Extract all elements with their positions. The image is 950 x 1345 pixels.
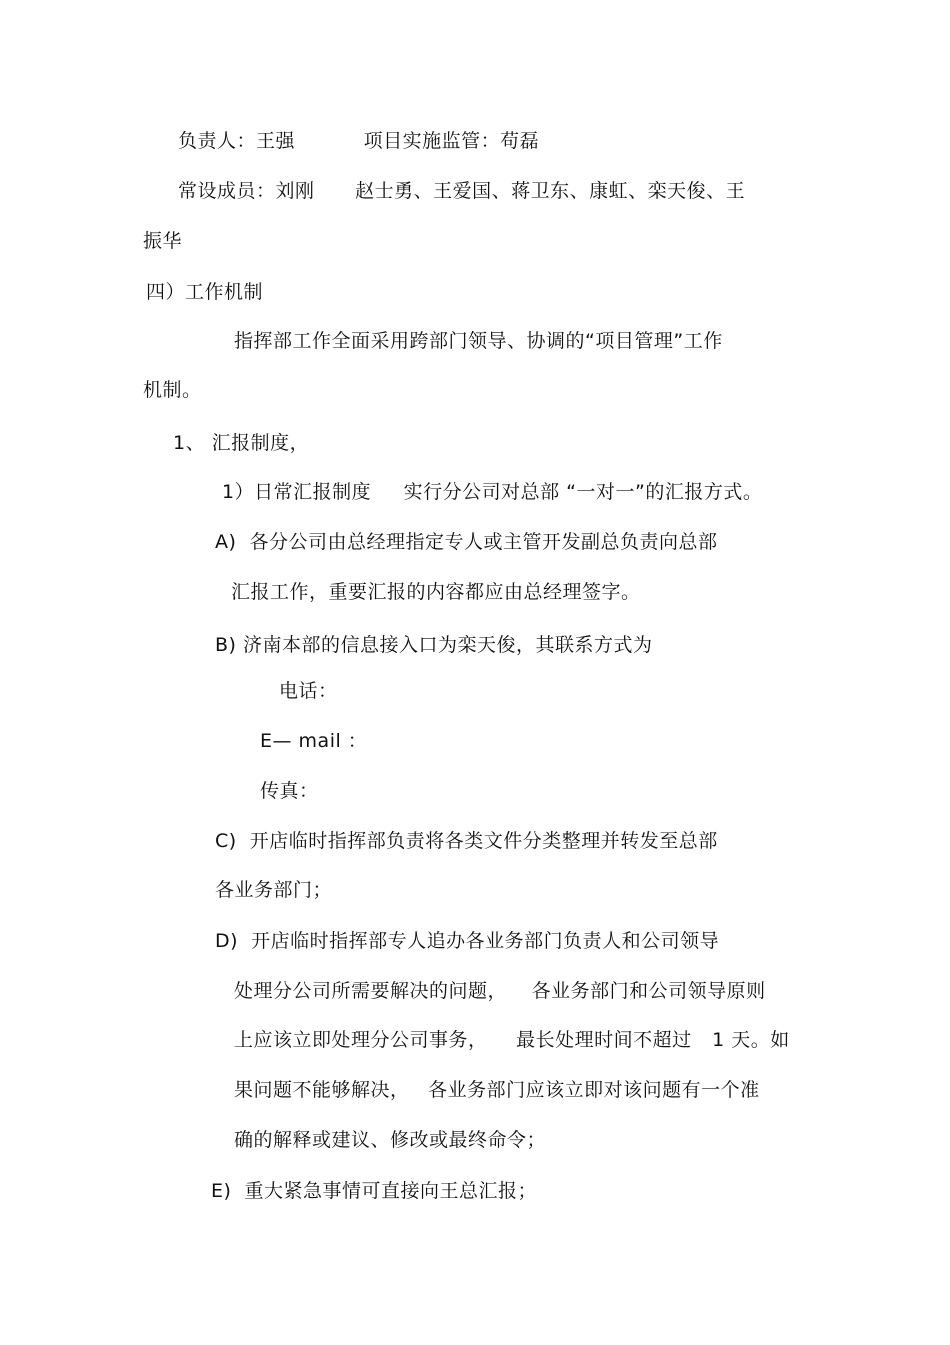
text-segment: 确的解释或建议、修改或最终命令； bbox=[234, 1129, 547, 1151]
text-segment: 各业务部门和公司领导原则 bbox=[531, 980, 766, 1002]
text-line bbox=[215, 633, 653, 657]
text-segment: 赵士勇、王爱国、蒋卫东、康虹、栾天俊、王 bbox=[355, 180, 746, 202]
text-line bbox=[143, 229, 182, 253]
text-line bbox=[143, 378, 202, 402]
text-segment: 项目实施监管：苟磊 bbox=[363, 130, 540, 152]
text-segment: A) 各分公司由总经理指定专人或主管开发副总负责向总部 bbox=[215, 531, 718, 553]
text-line bbox=[260, 729, 367, 753]
text-line bbox=[234, 1028, 790, 1052]
text-line bbox=[260, 779, 319, 803]
text-segment: 四）工作机制 bbox=[146, 281, 264, 303]
text-segment: B) 济南本部的信息接入口为栾天俊，其联系方式为 bbox=[215, 634, 653, 656]
text-segment: 各业务部门应该立即对该问题有一个准 bbox=[428, 1079, 760, 1101]
text-segment: 1、 汇报制度， bbox=[173, 432, 310, 454]
text-segment: 果问题不能够解决， bbox=[234, 1079, 410, 1101]
text-segment: 振华 bbox=[143, 230, 183, 252]
text-line bbox=[231, 580, 641, 604]
text-segment: 实行分公司对总部 “一对一”的汇报方式。 bbox=[403, 481, 763, 503]
section-heading bbox=[146, 280, 263, 304]
text-line bbox=[215, 530, 718, 554]
text-line bbox=[222, 480, 762, 504]
text-segment: E) 重大紧急事情可直接向王总汇报； bbox=[211, 1180, 537, 1202]
text-segment: D) 开店临时指挥部专人追办各业务部门负责人和公司领导 bbox=[215, 930, 720, 952]
text-line bbox=[211, 1179, 537, 1203]
text-line bbox=[178, 179, 745, 203]
text-segment: C) 开店临时指挥部负责将各类文件分类整理并转发至总部 bbox=[215, 830, 718, 852]
text-line bbox=[215, 878, 332, 902]
text-line bbox=[279, 679, 338, 703]
text-segment: 电话： bbox=[279, 680, 338, 702]
subsection-heading bbox=[173, 431, 309, 455]
text-segment: 最长处理时间不超过 bbox=[516, 1029, 692, 1051]
text-segment: 传真： bbox=[260, 780, 319, 802]
text-segment: 处理分公司所需要解决的问题， bbox=[234, 980, 508, 1002]
text-segment: 汇报工作，重要汇报的内容都应由总经理签字。 bbox=[231, 581, 641, 603]
text-line bbox=[215, 929, 719, 953]
text-line bbox=[234, 329, 723, 353]
text-line bbox=[234, 1078, 760, 1102]
text-line bbox=[215, 829, 718, 853]
text-line bbox=[178, 129, 539, 153]
text-segment: E— mail ： bbox=[260, 730, 368, 752]
text-segment: 各业务部门； bbox=[215, 879, 333, 901]
text-line bbox=[234, 1128, 546, 1152]
text-line bbox=[234, 979, 766, 1003]
text-segment: 1）日常汇报制度 bbox=[222, 481, 372, 503]
text-segment: 机制。 bbox=[143, 379, 202, 401]
text-segment: 指挥部工作全面采用跨部门领导、协调的“项目管理”工作 bbox=[234, 330, 723, 352]
text-segment: 常设成员：刘刚 bbox=[178, 180, 315, 202]
text-segment: 1 天。如 bbox=[712, 1029, 790, 1051]
text-segment: 上应该立即处理分公司事务， bbox=[234, 1029, 488, 1051]
text-segment: 负责人：王强 bbox=[178, 130, 296, 152]
